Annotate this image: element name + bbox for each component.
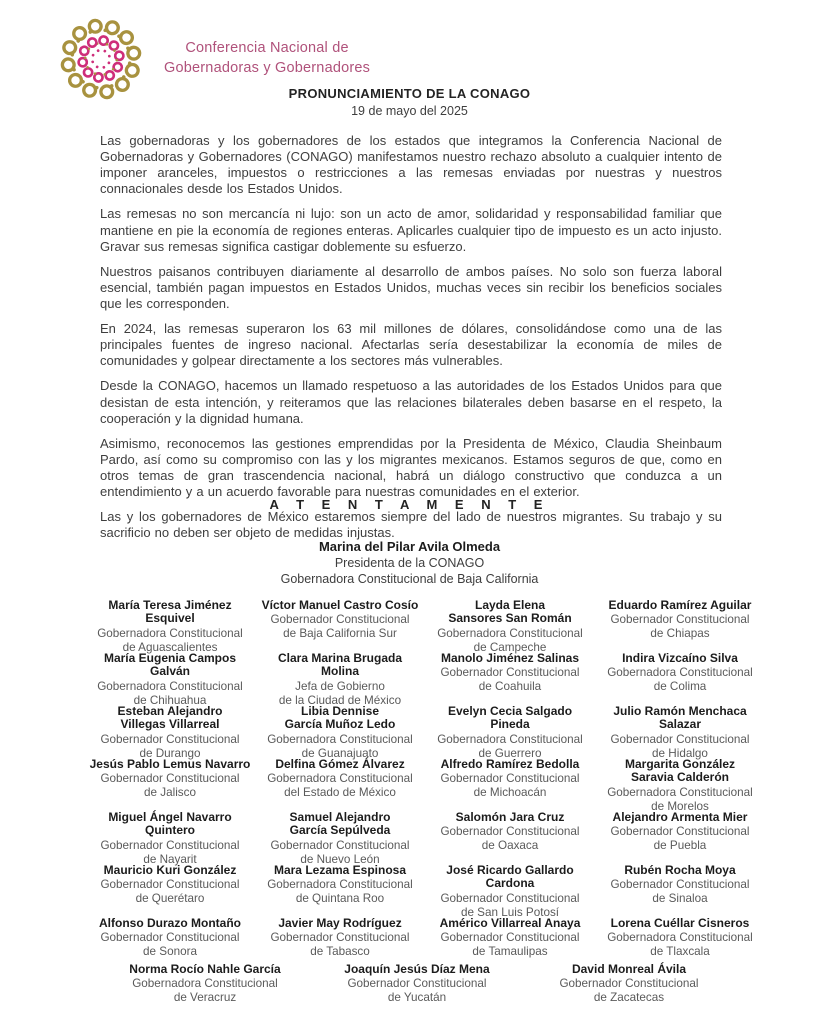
signatory-name-line: Delfina Gómez Álvarez	[275, 757, 405, 771]
signatory-cell	[425, 758, 595, 811]
signatories-grid	[85, 599, 765, 970]
signatory-role-line: de Sonora	[143, 945, 197, 959]
signatory-role	[599, 666, 761, 694]
signatory-role	[103, 977, 307, 1005]
signatory-role-line: Gobernador Constitucional	[610, 732, 750, 746]
signatories-grid-last-row	[99, 963, 735, 1006]
signatory-name	[429, 917, 591, 930]
signatory-role-line: de Guanajuato	[301, 746, 379, 760]
signatory-role-line: Gobernador Constitucional	[610, 878, 750, 892]
signatory-name-line: García Sepúlveda	[289, 823, 391, 838]
signatory-name-line: Norma Rocío Nahle García	[129, 962, 281, 976]
document-heading	[0, 86, 819, 118]
signatory-cell	[595, 864, 765, 917]
signatory-role-line: de Puebla	[653, 839, 707, 853]
signatory-name	[429, 758, 591, 771]
signatory-name-line: Mara Lezama Espinosa	[273, 863, 407, 877]
signatory-name	[259, 599, 421, 612]
signatory-role-line: de Oaxaca	[481, 839, 539, 853]
signatory-name	[259, 758, 421, 771]
signatory-role-line: Gobernador Constitucional	[440, 825, 580, 839]
signatory-role-line: Gobernadora Constitucional	[267, 878, 413, 892]
signatory-name-line: Villegas Villarreal	[120, 717, 220, 732]
signatory-name-line: Alfredo Ramírez Bedolla	[440, 757, 580, 771]
signatory-cell	[255, 864, 425, 917]
signatory-name-line: Saravia Calderón	[630, 770, 730, 785]
signatory-name-line: Libia Dennise	[300, 704, 380, 718]
signatory-name	[429, 705, 591, 732]
signatory-name	[103, 963, 307, 976]
signatory-name-line: Eduardo Ramírez Aguilar	[608, 598, 752, 612]
signatory-role-line: de Tamaulipas	[472, 945, 548, 959]
signatory-role-line: de Jalisco	[144, 786, 196, 800]
signatory-cell	[311, 963, 523, 1006]
signatory-name	[527, 963, 731, 976]
signatory-role-line: Gobernador Constitucional	[100, 772, 240, 786]
signatory-role	[599, 878, 761, 906]
signatory-role-line: Gobernador Constitucional	[100, 878, 240, 892]
signatory-name-line: Rubén Rocha Moya	[624, 863, 736, 877]
signatory-role-line: Gobernadora Constitucional	[267, 772, 413, 786]
signatory-name-line: Clara Marina Brugada Molina	[277, 651, 403, 679]
signatory-cell	[85, 652, 255, 705]
signatory-role-line: Gobernador Constitucional	[610, 613, 750, 627]
signatory-cell	[85, 758, 255, 811]
signatory-name	[259, 652, 421, 679]
signatory-name	[599, 758, 761, 785]
signatory-cell	[99, 963, 311, 1006]
signatory-role-line: de Michoacán	[473, 786, 547, 800]
signatory-name-line: Javier May Rodríguez	[278, 916, 402, 930]
body-paragraph: Nuestros paisanos contribuyen diariamente al desarrollo de ambos países. No solo son fuerza laboral esencial, también pagan impuestos en Estados Unidos, muchas veces sin recibir los beneficios sociales que les corresponden.	[100, 263, 722, 311]
signatory-name-line: Indira Vizcaíno Silva	[622, 651, 738, 665]
signatory-name-line: David Monreal Ávila	[571, 962, 687, 976]
signatory-role-line: de Campeche	[473, 640, 547, 654]
signatory-name	[259, 705, 421, 732]
signatory-role-line: de Quintana Roo	[295, 892, 385, 906]
signatory-role	[527, 977, 731, 1005]
signatory-name	[259, 811, 421, 838]
signatory-cell	[85, 811, 255, 864]
body-paragraph: Las remesas no son mercancía ni lujo: son un acto de amor, solidaridad y responsabilidad familiar que mantiene en pie la economía de regiones enteras. Aplicarles cualquier tipo de impuesto es un acto injusto. Gravar sus remesas significa castigar doblemente su esfuerzo.	[100, 206, 722, 254]
signatory-cell	[425, 811, 595, 864]
signatory-name	[89, 705, 251, 732]
body-paragraph: Asimismo, reconocemos las gestiones emprendidas por la Presidenta de México, Claudia Sheinbaum Pardo, así como su compromiso con las y los migrantes mexicanos. Estamos seguros de que, como en otros temas de gran trascendencia nacional, habrá un diálogo constructivo que conduzca a un entendimiento y a un acuerdo favorable para nuestras comunidades en el exterior.	[100, 435, 722, 500]
signatory-name-line: Esteban Alejandro	[117, 704, 223, 718]
document-date: 19 de mayo del 2025	[351, 104, 468, 118]
president-role-1: Presidenta de la CONAGO	[334, 556, 485, 570]
signatory-role-line: de Hidalgo	[652, 746, 708, 760]
signatory-role-line: Gobernador Constitucional	[559, 977, 699, 991]
signatory-role-line: Gobernador Constitucional	[610, 825, 750, 839]
signatory-name	[315, 963, 519, 976]
signatory-cell	[425, 652, 595, 705]
signatory-role-line: de Nayarit	[143, 852, 197, 866]
signatory-cell	[425, 864, 595, 917]
signatory-name-line: Evelyn Cecia Salgado Pineda	[447, 704, 573, 732]
signatory-name	[89, 864, 251, 877]
signatory-cell	[595, 599, 765, 652]
signatory-role	[429, 666, 591, 694]
signatory-role-line: de Tlaxcala	[650, 945, 710, 959]
signatory-cell	[595, 652, 765, 705]
signatory-role-line: de Veracruz	[173, 991, 237, 1005]
signatory-name	[429, 599, 591, 626]
signatory-name	[599, 705, 761, 732]
signatory-name-line: Julio Ramón Menchaca Salazar	[613, 704, 747, 732]
signatory-role-line: de Chihuahua	[133, 693, 207, 707]
signatory-role-line: de Morelos	[651, 799, 709, 813]
body-paragraph: Las y los gobernadores de México estaremos siempre del lado de nuestros migrantes. Su trabajo y su sacrificio no deben ser objeto de medidas injustas.	[100, 509, 722, 541]
signatory-role	[259, 931, 421, 959]
signatory-role-line: Jefa de Gobierno	[295, 679, 385, 693]
signatory-role-line: Gobernador Constitucional	[270, 613, 410, 627]
signatory-cell	[425, 705, 595, 758]
signatory-role-line: Gobernadora Constitucional	[132, 977, 278, 991]
signatory-role	[259, 613, 421, 641]
signatory-cell	[255, 652, 425, 705]
signatory-role-line: Gobernador Constitucional	[270, 931, 410, 945]
signatory-cell	[523, 963, 735, 1006]
signatory-role-line: de Zacatecas	[593, 991, 665, 1005]
signatory-role-line: de San Luis Potosí	[460, 905, 560, 919]
signatory-name	[259, 864, 421, 877]
signatory-role-line: de Durango	[139, 746, 201, 760]
signatory-role-line: de la Ciudad de México	[278, 693, 402, 707]
president-name: Marina del Pilar Avila Olmeda	[318, 539, 501, 554]
signatory-role-line: Gobernador Constitucional	[440, 891, 580, 905]
signatory-role-line: Gobernadora Constitucional	[97, 626, 243, 640]
signatory-name	[429, 864, 591, 891]
signatory-name	[599, 652, 761, 665]
signatory-name-line: Margarita González	[624, 757, 736, 771]
signatory-role	[599, 613, 761, 641]
signatory-role-line: Gobernador Constitucional	[440, 666, 580, 680]
signatory-role	[599, 825, 761, 853]
atentamente-label: A T E N T A M E N T E	[269, 497, 550, 512]
signatory-role-line: Gobernadora Constitucional	[437, 732, 583, 746]
conago-wordmark	[164, 39, 370, 78]
signatory-role-line: de Coahuila	[478, 680, 542, 694]
signatory-name-line: Manolo Jiménez Salinas	[440, 651, 580, 665]
signatory-role	[89, 878, 251, 906]
signatory-name-line: Alfonso Durazo Montaño	[99, 916, 241, 930]
signatory-role	[429, 825, 591, 853]
signatory-role-line: Gobernador Constitucional	[270, 838, 410, 852]
signatory-name-line: Layda Elena	[474, 598, 546, 612]
signatory-name	[89, 811, 251, 838]
signatory-role	[599, 931, 761, 959]
signatory-role	[89, 772, 251, 800]
conago-wordmark-line1: Conferencia Nacional de	[185, 40, 349, 57]
signatory-cell	[255, 599, 425, 652]
document-title: PRONUNCIAMIENTO DE LA CONAGO	[288, 86, 531, 101]
signatory-name	[599, 599, 761, 612]
signatory-name	[429, 652, 591, 665]
signatory-cell	[425, 599, 595, 652]
signatory-name	[89, 599, 251, 626]
signatory-cell	[255, 705, 425, 758]
signatory-role-line: de Guerrero	[478, 746, 542, 760]
signatory-role-line: Gobernador Constitucional	[440, 772, 580, 786]
signatory-name-line: Alejandro Armenta Mier	[612, 810, 748, 824]
signatory-name-line: Víctor Manuel Castro Cosío	[261, 598, 419, 612]
signatory-name	[599, 864, 761, 877]
signatory-role-line: de Nuevo León	[300, 852, 380, 866]
body-paragraph: En 2024, las remesas superaron los 63 mil millones de dólares, consolidándose como una de las principales fuentes de ingreso nacional. Afectarlas sería desestabilizar la economía de miles de comunidades y golpear directamente a los sectores más vulnerables.	[100, 321, 722, 369]
signatory-role-line: de Aguascalientes	[122, 640, 218, 654]
signatory-name	[599, 811, 761, 824]
signatory-name-line: José Ricardo Gallardo Cardona	[446, 863, 574, 891]
president-role-2: Gobernadora Constitucional de Baja California	[280, 572, 539, 586]
signatory-cell	[595, 705, 765, 758]
signatory-cell	[255, 758, 425, 811]
signatory-name	[259, 917, 421, 930]
signatory-name	[599, 917, 761, 930]
signatory-role-line: Gobernadora Constitucional	[437, 626, 583, 640]
signatory-name	[89, 652, 251, 679]
signatory-name-line: Sansores San Román	[448, 611, 572, 626]
signatory-role	[429, 772, 591, 800]
signatory-cell	[595, 811, 765, 864]
body-paragraph: Las gobernadoras y los gobernadores de los estados que integramos la Conferencia Nacional de Gobernadoras y Gobernadores (CONAGO) manifestamos nuestro rechazo absoluto a cualquier intento de imponer aranceles, impuestos o restricciones a las remesas enviadas por nuestras y nuestros connacionales desde los Estados Unidos.	[100, 133, 722, 197]
signatory-role-line: Gobernador Constitucional	[440, 931, 580, 945]
signatory-cell	[85, 599, 255, 652]
body-paragraph: Desde la CONAGO, hacemos un llamado respetuoso a las autoridades de los Estados Unidos para que desistan de esta intención, y reiteramos que las relaciones bilaterales deben basarse en el respeto, la cooperación y la dignidad humana.	[100, 378, 722, 426]
signatory-role-line: Gobernadora Constitucional	[607, 931, 753, 945]
signatory-role-line: Gobernadora Constitucional	[267, 732, 413, 746]
signatory-name-line: Miguel Ángel Navarro Quintero	[108, 810, 232, 838]
signatory-role-line: Gobernadora Constitucional	[607, 666, 753, 680]
signatory-role-line: Gobernadora Constitucional	[607, 785, 753, 799]
signatory-name-line: María Teresa Jiménez Esquivel	[108, 598, 232, 626]
signatory-name	[429, 811, 591, 824]
signatory-name-line: Américo Villarreal Anaya	[439, 916, 581, 930]
signatory-role-line: del Estado de México	[284, 786, 396, 800]
signatory-role-line: de Tabasco	[310, 945, 370, 959]
signatory-role-line: Gobernador Constitucional	[100, 931, 240, 945]
conago-wordmark-line2: Gobernadoras y Gobernadores	[164, 60, 371, 76]
signatory-role-line: de Colima	[653, 680, 707, 694]
signatory-cell	[85, 864, 255, 917]
signatory-cell	[85, 705, 255, 758]
signatory-role-line: Gobernador Constitucional	[347, 977, 487, 991]
signatory-role-line: de Yucatán	[387, 991, 447, 1005]
signatory-role	[259, 772, 421, 800]
signatory-name-line: Joaquín Jesús Díaz Mena	[344, 962, 490, 976]
signatory-name-line: Mauricio Kuri González	[103, 863, 237, 877]
signatory-role-line: Gobernador Constitucional	[100, 732, 240, 746]
signatory-role-line: de Sinaloa	[652, 892, 708, 906]
signatory-name	[89, 758, 251, 771]
signatory-cell	[255, 811, 425, 864]
signatory-role	[259, 878, 421, 906]
signatory-cell	[595, 758, 765, 811]
signatory-role-line: de Querétaro	[135, 892, 205, 906]
signatory-role-line: de Chiapas	[650, 627, 710, 641]
signatory-role	[429, 931, 591, 959]
president-signature	[0, 539, 819, 586]
signatory-name-line: Lorena Cuéllar Cisneros	[610, 916, 750, 930]
closing-block	[0, 497, 819, 586]
signatory-role	[315, 977, 519, 1005]
signatory-name-line: Samuel Alejandro	[289, 810, 391, 824]
signatory-name-line: María Eugenia Campos Galván	[103, 651, 237, 679]
document-body	[100, 133, 722, 550]
signatory-name-line: Salomón Jara Cruz	[455, 810, 565, 824]
signatory-name	[89, 917, 251, 930]
signatory-name-line: García Muñoz Ledo	[284, 717, 396, 732]
signatory-name-line: Jesús Pablo Lemus Navarro	[89, 757, 251, 771]
signatory-role	[89, 931, 251, 959]
signatory-role-line: Gobernador Constitucional	[100, 838, 240, 852]
signatory-role-line: Gobernadora Constitucional	[97, 679, 243, 693]
signatory-role-line: de Baja California Sur	[283, 627, 397, 641]
